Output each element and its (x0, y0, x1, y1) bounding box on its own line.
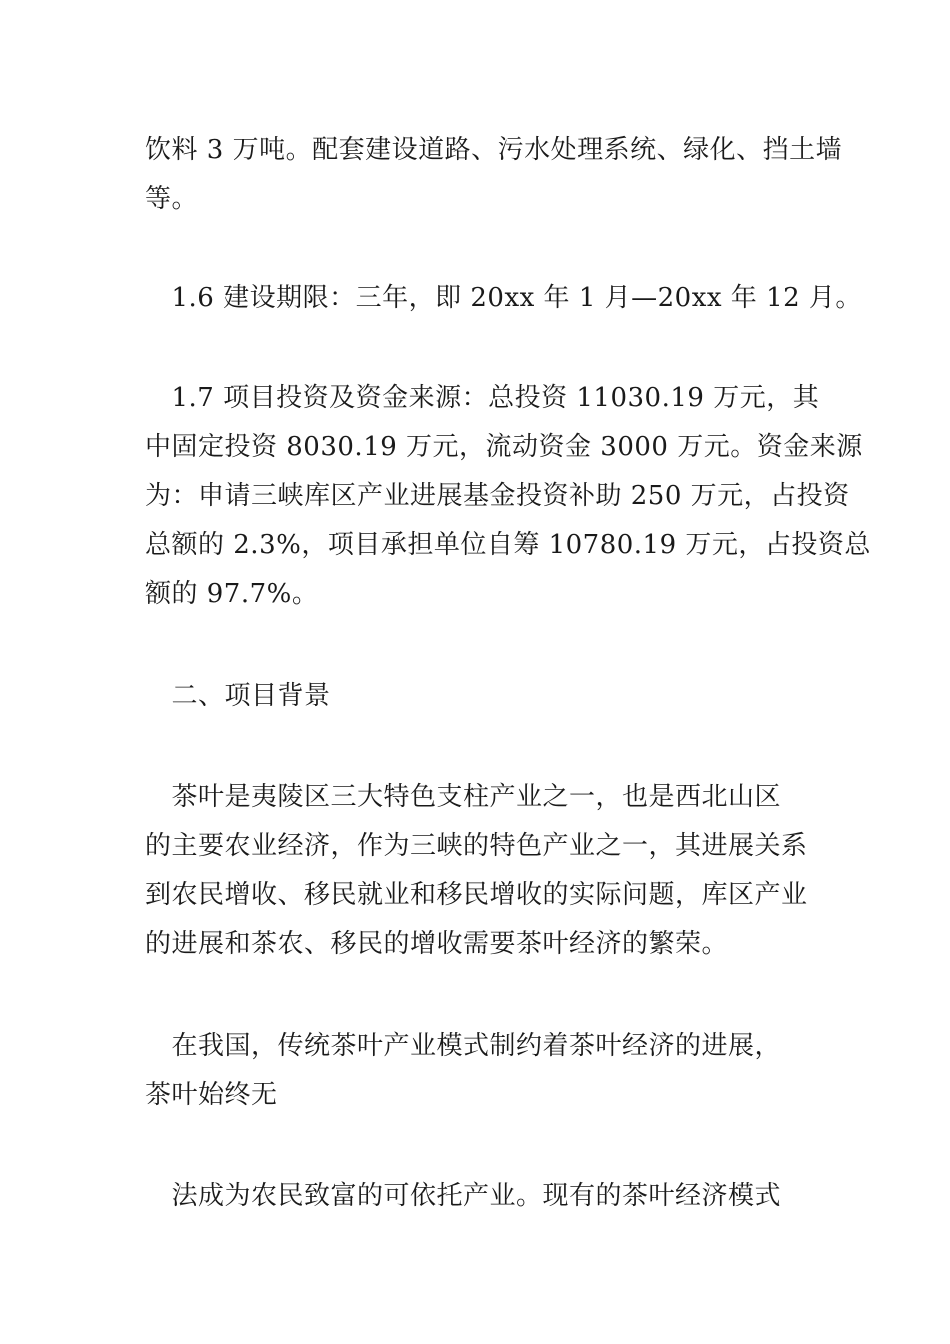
text-line: 为：申请三峡库区产业进展基金投资补助 250 万元，占投资 (145, 481, 850, 511)
paragraph-traditional-model (145, 1022, 807, 1120)
paragraph-tea-industry (145, 773, 807, 969)
paragraph-existing-model (145, 1172, 807, 1221)
paragraph-construction-period (145, 274, 862, 323)
text-line: 1.7 项目投资及资金来源：总投资 11030.19 万元，其 (145, 383, 820, 413)
section-heading-project-background (145, 672, 807, 721)
text-line: 到农民增收、移民就业和移民增收的实际问题，库区产业 (145, 880, 808, 910)
text-line: 的进展和茶农、移民的增收需要茶叶经济的繁荣。 (145, 929, 729, 959)
text-line: 茶叶始终无 (145, 1080, 278, 1110)
section-heading: 二、项目背景 (145, 681, 331, 711)
text-line: 额的 97.7%。 (145, 579, 319, 609)
text-line: 的主要农业经济，作为三峡的特色产业之一，其进展关系 (145, 831, 808, 861)
paragraph-investment-funding (145, 374, 871, 619)
text-line: 1.6 建设期限：三年，即 20xx 年 1 月—20xx 年 12 月。 (145, 283, 862, 313)
text-line: 总额的 2.3%，项目承担单位自筹 10780.19 万元，占投资总 (145, 530, 871, 560)
paragraph-materials-continuation (145, 126, 843, 224)
text-line: 等。 (145, 184, 199, 214)
text-line: 中固定投资 8030.19 万元，流动资金 3000 万元。资金来源 (145, 432, 863, 462)
text-line: 饮料 3 万吨。配套建设道路、污水处理系统、绿化、挡土墙 (145, 135, 843, 165)
text-line: 茶叶是夷陵区三大特色支柱产业之一，也是西北山区 (145, 782, 782, 812)
text-line: 法成为农民致富的可依托产业。现有的茶叶经济模式 (145, 1181, 782, 1211)
text-line: 在我国，传统茶叶产业模式制约着茶叶经济的进展， (145, 1031, 782, 1061)
